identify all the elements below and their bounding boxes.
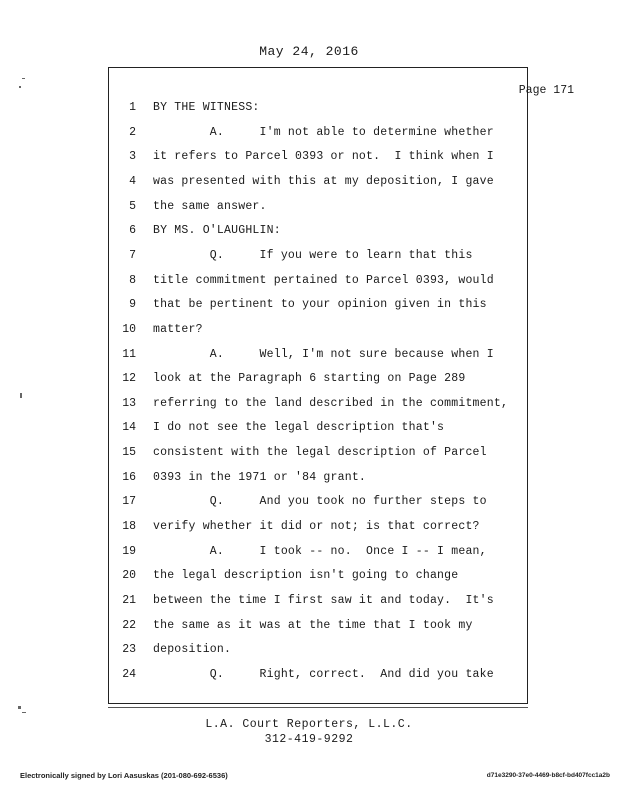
line-number: 6 — [129, 224, 136, 238]
line-text: referring to the land described in the commitment, — [153, 396, 509, 410]
transcript-line — [108, 274, 528, 294]
transcript-line — [108, 101, 528, 121]
transcript-line — [108, 397, 528, 417]
line-number: 1 — [129, 101, 136, 114]
line-number: 19 — [122, 544, 136, 558]
line-text: A. I took -- no. Once I -- I mean, — [153, 544, 487, 558]
transcript-line — [108, 150, 528, 170]
footer-company: L.A. Court Reporters, L.L.C. — [205, 718, 413, 731]
line-number: 24 — [122, 667, 136, 681]
transcript-line — [108, 446, 528, 466]
transcript-line — [108, 520, 528, 540]
line-text: A. I'm not able to determine whether — [153, 125, 494, 139]
transcript-line — [108, 495, 528, 515]
line-text: the same as it was at the time that I took my — [153, 618, 473, 632]
line-number: 22 — [122, 618, 136, 632]
transcript-line — [108, 126, 528, 146]
line-number: 23 — [122, 643, 136, 657]
scan-speck — [22, 78, 25, 79]
line-number: 17 — [122, 495, 136, 509]
line-number: 11 — [122, 347, 136, 361]
line-text: matter? — [153, 322, 203, 336]
line-number: 13 — [122, 396, 136, 410]
line-number: 3 — [129, 150, 136, 164]
transcript-line — [108, 224, 528, 244]
line-text: look at the Paragraph 6 starting on Page 289 — [153, 372, 466, 386]
line-text: it refers to Parcel 0393 or not. I think when I — [153, 150, 494, 164]
transcript-line — [108, 348, 528, 368]
page-number: Page 171 — [518, 84, 574, 97]
line-text: was presented with this at my deposition, I gave — [153, 174, 494, 188]
scan-speck — [18, 706, 21, 709]
line-text: BY THE WITNESS: — [153, 101, 260, 114]
line-number: 10 — [122, 322, 136, 336]
transcript-line — [108, 594, 528, 614]
line-text: BY MS. O'LAUGHLIN: — [153, 224, 281, 238]
transcript-line — [108, 421, 528, 441]
transcript-line — [108, 323, 528, 343]
line-number: 9 — [129, 298, 136, 312]
line-text: 0393 in the 1971 or '84 grant. — [153, 470, 367, 484]
scan-speck — [22, 712, 26, 713]
e-signature-text: Electronically signed by Lori Aasuskas (201-080-692-6536) — [20, 771, 228, 780]
line-number: 8 — [129, 273, 136, 287]
transcript-line — [108, 175, 528, 195]
line-number: 21 — [122, 594, 136, 607]
transcript-line — [108, 619, 528, 639]
line-number: 20 — [122, 569, 136, 583]
document-hash: d71e3290-37e0-4469-b8cf-bd407fcc1a2b — [486, 772, 610, 779]
line-text: the same answer. — [153, 199, 267, 213]
scan-speck — [19, 86, 21, 88]
transcript-line — [108, 200, 528, 220]
line-text: I do not see the legal description that's — [153, 421, 445, 435]
line-text: consistent with the legal description of Parcel — [153, 446, 487, 460]
line-text: between the time I first saw it and today. It's — [153, 594, 494, 607]
header-date: May 24, 2016 — [259, 44, 359, 59]
line-text: Q. If you were to learn that this — [153, 248, 473, 262]
line-text: that be pertinent to your opinion given in this — [153, 298, 487, 312]
line-number: 12 — [122, 372, 136, 386]
footer-phone: 312-419-9292 — [264, 733, 354, 746]
frame-bottom-rule — [108, 703, 528, 704]
transcript-line — [108, 643, 528, 663]
line-number: 2 — [129, 125, 136, 139]
line-text: A. Well, I'm not sure because when I — [153, 347, 494, 361]
transcript-line — [108, 298, 528, 318]
line-number: 5 — [129, 199, 136, 213]
scan-speck — [20, 393, 22, 398]
transcript-line — [108, 471, 528, 491]
transcript-line — [108, 668, 528, 688]
transcript-line — [108, 569, 528, 589]
line-number: 7 — [129, 248, 136, 262]
line-text: Q. And you took no further steps to — [153, 495, 487, 509]
line-text: Q. Right, correct. And did you take — [153, 667, 494, 681]
line-text: the legal description isn't going to change — [153, 569, 459, 583]
transcript-line — [108, 545, 528, 565]
line-number: 16 — [122, 470, 136, 484]
line-text: verify whether it did or not; is that correct? — [153, 520, 480, 534]
frame-bottom-rule-secondary — [108, 707, 528, 708]
transcript-line — [108, 249, 528, 269]
line-number: 14 — [122, 421, 136, 435]
line-number: 18 — [122, 520, 136, 534]
transcript-line — [108, 372, 528, 392]
line-text: title commitment pertained to Parcel 0393, would — [153, 273, 494, 287]
line-number: 15 — [122, 446, 136, 460]
line-text: deposition. — [153, 643, 232, 657]
line-number: 4 — [129, 174, 136, 188]
